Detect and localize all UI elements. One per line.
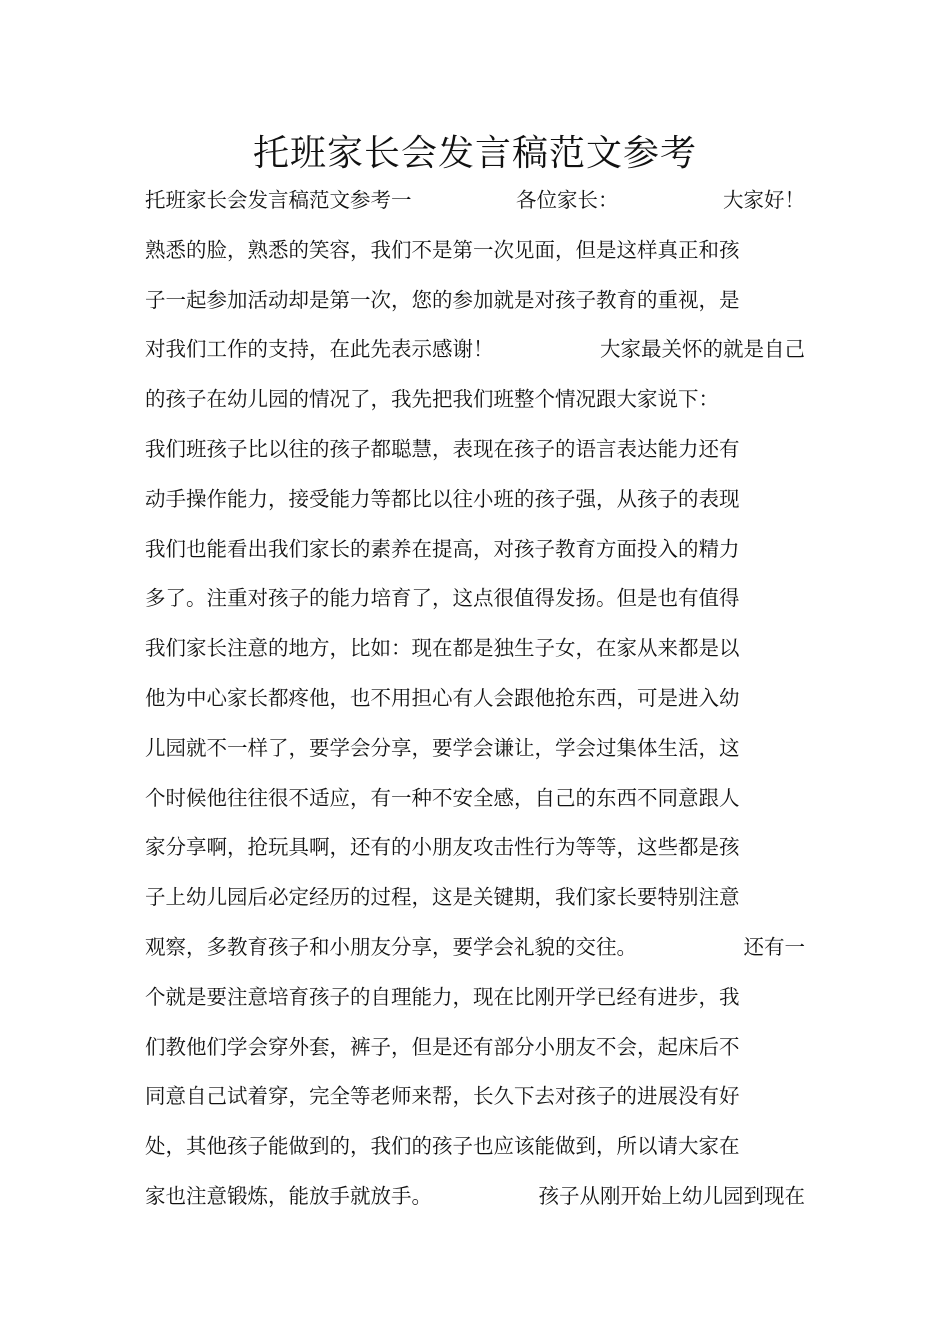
text-line (145, 375, 805, 425)
text-line (145, 624, 805, 674)
text-segment: 个时候他往往很不适应，有一种不安全感，自己的东西不同意跟人 (145, 785, 740, 810)
text-segment: 观察，多教育孩子和小朋友分享，要学会礼貌的交往。 (145, 934, 637, 959)
text-line (145, 674, 805, 724)
text-line (145, 176, 805, 226)
text-line (145, 475, 805, 525)
text-line (145, 325, 805, 375)
text-line (145, 574, 805, 624)
text-segment: 大家好！ (723, 188, 805, 212)
text-segment: 大家最关怀的就是自己 (600, 337, 805, 362)
text-segment: 儿园就不一样了，要学会分享，要学会谦让，学会过集体生活，这 (145, 735, 740, 760)
text-line (145, 823, 805, 873)
text-line (145, 774, 805, 824)
text-line (145, 425, 805, 475)
text-segment: 各位家长： (516, 188, 619, 212)
text-segment: 我们家长注意的地方，比如：现在都是独生子女，在家从来都是以 (145, 636, 740, 661)
text-segment: 孩子从刚开始上幼儿园到现在 (538, 1183, 805, 1208)
text-segment: 对我们工作的支持，在此先表示感谢！ (145, 337, 494, 362)
text-line (145, 1072, 805, 1122)
text-segment: 还有一 (743, 934, 805, 959)
text-line (145, 1023, 805, 1073)
text-line (145, 973, 805, 1023)
text-segment: 熟悉的脸，熟悉的笑容，我们不是第一次见面，但是这样真正和孩 (145, 237, 740, 262)
document-title: 托班家长会发言稿范文参考 (252, 133, 697, 174)
text-segment: 处，其他孩子能做到的，我们的孩子也应该能做到，所以请大家在 (145, 1134, 740, 1159)
text-segment: 家也注意锻炼，能放手就放手。 (145, 1183, 432, 1208)
text-line (145, 1122, 805, 1172)
text-segment: 我们班孩子比以往的孩子都聪慧，表现在孩子的语言表达能力还有 (145, 436, 740, 461)
text-segment: 多了。注重对孩子的能力培育了，这点很值得发扬。但是也有值得 (145, 586, 740, 611)
text-line (145, 1172, 805, 1222)
text-segment: 动手操作能力，接受能力等都比以往小班的孩子强，从孩子的表现 (145, 486, 740, 511)
text-segment: 同意自己试着穿，完全等老师来帮，长久下去对孩子的进展没有好 (145, 1084, 740, 1109)
text-line (145, 226, 805, 276)
text-segment: 们教他们学会穿外套，裤子，但是还有部分小朋友不会，起床后不 (145, 1034, 740, 1059)
text-segment: 个就是要注意培育孩子的自理能力，现在比刚开学已经有进步，我 (145, 984, 740, 1009)
text-line (145, 276, 805, 326)
text-line (145, 724, 805, 774)
text-segment: 的孩子在幼儿园的情况了，我先把我们班整个情况跟大家说下： (145, 387, 719, 412)
text-segment: 他为中心家长都疼他，也不用担心有人会跟他抢东西，可是进入幼 (145, 685, 740, 710)
text-segment: 托班家长会发言稿范文参考一 (145, 188, 412, 212)
text-line (145, 873, 805, 923)
text-line (145, 923, 805, 973)
text-segment: 我们也能看出我们家长的素养在提高，对孩子教育方面投入的精力 (145, 536, 740, 561)
text-segment: 子上幼儿园后必定经历的过程，这是关键期，我们家长要特别注意 (145, 885, 740, 910)
document-body (145, 176, 805, 1222)
text-segment: 子一起参加活动却是第一次，您的参加就是对孩子教育的重视，是 (145, 287, 740, 312)
text-line (145, 525, 805, 575)
text-segment: 家分享啊，抢玩具啊，还有的小朋友攻击性行为等等，这些都是孩 (145, 835, 740, 860)
